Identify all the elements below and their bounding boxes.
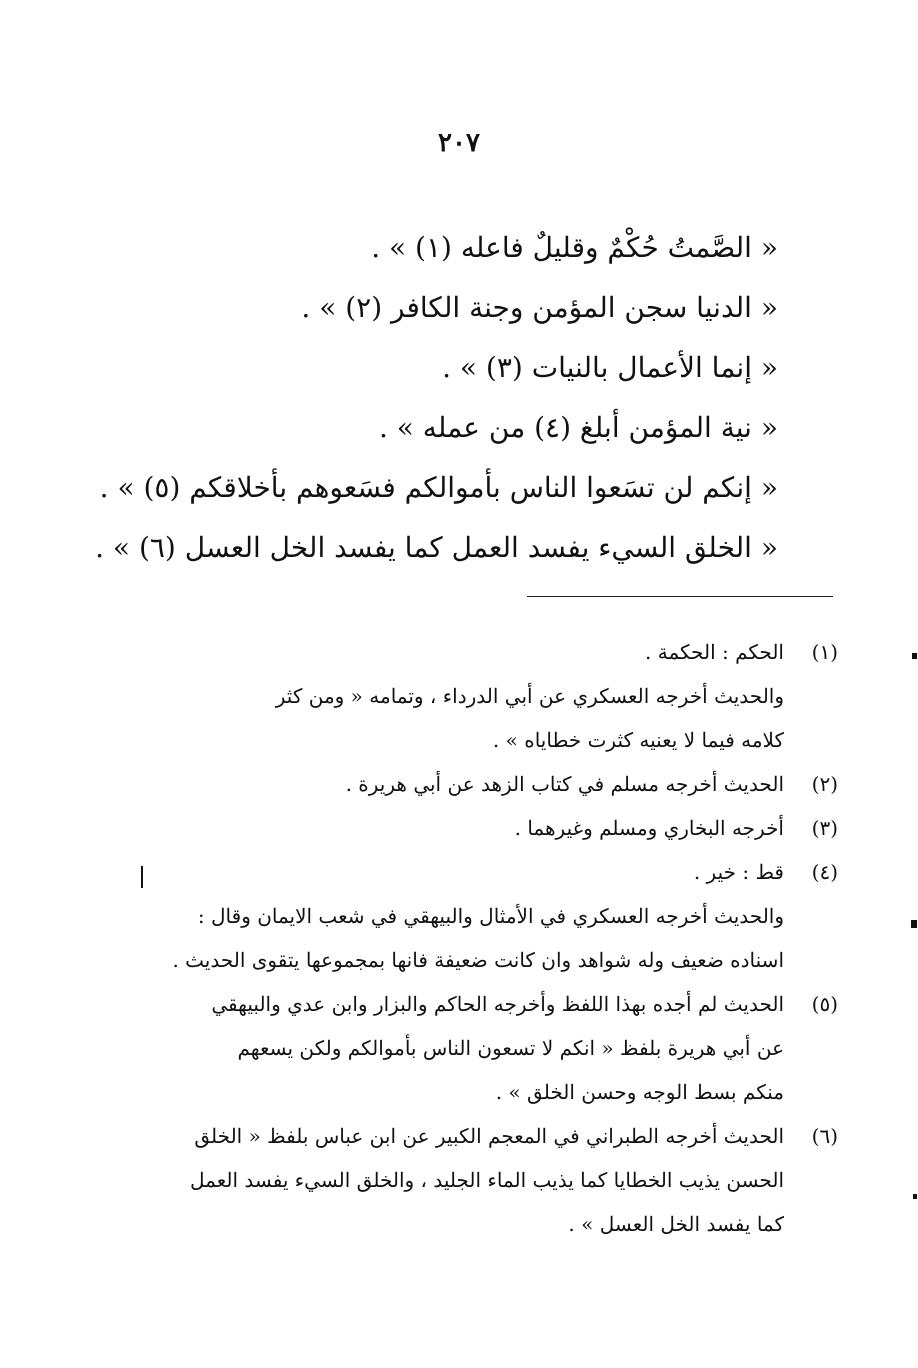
footnote-number: (٥)	[811, 992, 838, 1016]
footnote-line: منكم بسط الوجه وحسن الخلق » .	[495, 1080, 784, 1104]
footnote-line: الحديث أخرجه مسلم في كتاب الزهد عن أبي هريرة .	[345, 772, 784, 796]
hadith-list	[95, 218, 778, 578]
scan-mark	[913, 1194, 917, 1199]
footnote-line: الحديث أخرجه الطبراني في المعجم الكبير عن ابن عباس بلفظ « الخلق	[194, 1124, 784, 1148]
footnote-number: (٣)	[811, 816, 838, 840]
scan-mark	[141, 866, 143, 888]
footnote-line: عن أبي هريرة بلفظ « انكم لا تسعون الناس بأموالكم ولكن يسعهم	[237, 1036, 784, 1060]
footnote-number: (٤)	[811, 860, 838, 884]
footnote	[138, 982, 838, 1114]
footnote-line: والحديث أخرجه العسكري في الأمثال والبيهقي في شعب الايمان وقال :	[197, 904, 784, 928]
hadith-line: « الخلق السيء يفسد العمل كما يفسد الخل العسل (٦) » .	[95, 531, 778, 564]
footnote	[138, 1114, 838, 1246]
footnote-line: أخرجه البخاري ومسلم وغيرهما .	[514, 816, 784, 840]
footnote-line: الحديث لم أجده بهذا اللفظ وأخرجه الحاكم والبزار وابن عدي والبيهقي	[211, 992, 784, 1016]
scan-mark	[912, 653, 917, 659]
footnote-divider	[527, 596, 833, 597]
footnote	[138, 762, 838, 806]
footnote	[138, 850, 838, 982]
footnote-line: كلامه فيما لا يعنيه كثرت خطاياه » .	[492, 728, 784, 752]
hadith-line: « الصَّمتُ حُكْمٌ وقليلٌ فاعله (١) » .	[371, 231, 778, 264]
footnote-line: الحكم : الحكمة .	[645, 640, 784, 664]
footnote-number: (١)	[811, 640, 838, 664]
hadith-line: « الدنيا سجن المؤمن وجنة الكافر (٢) » .	[301, 291, 778, 324]
hadith-line: « إنما الأعمال بالنيات (٣) » .	[442, 351, 778, 384]
footnote	[138, 806, 838, 850]
hadith-line: « إنكم لن تسَعوا الناس بأموالكم فسَعوهم بأخلاقكم (٥) » .	[99, 471, 778, 504]
footnote-line: كما يفسد الخل العسل » .	[568, 1212, 784, 1236]
page-number: ٢٠٧	[438, 128, 480, 158]
footnote-number: (٦)	[811, 1124, 838, 1148]
footnote-line: والحديث أخرجه العسكري عن أبي الدرداء ، وتمامه « ومن كثر	[275, 684, 784, 708]
scan-mark	[911, 920, 917, 928]
footnote-line: اسناده ضعيف وله شواهد وان كانت ضعيفة فانها بمجموعها يتقوى الحديث .	[172, 948, 784, 972]
hadith-line: « نية المؤمن أبلغ (٤) من عمله » .	[378, 411, 778, 444]
footnote-line: الحسن يذيب الخطايا كما يذيب الماء الجليد ، والخلق السيء يفسد العمل	[190, 1168, 784, 1192]
footnote	[138, 630, 838, 762]
footnotes	[138, 630, 838, 1246]
footnote-number: (٢)	[811, 772, 838, 796]
footnote-line: قط : خير .	[693, 860, 784, 884]
